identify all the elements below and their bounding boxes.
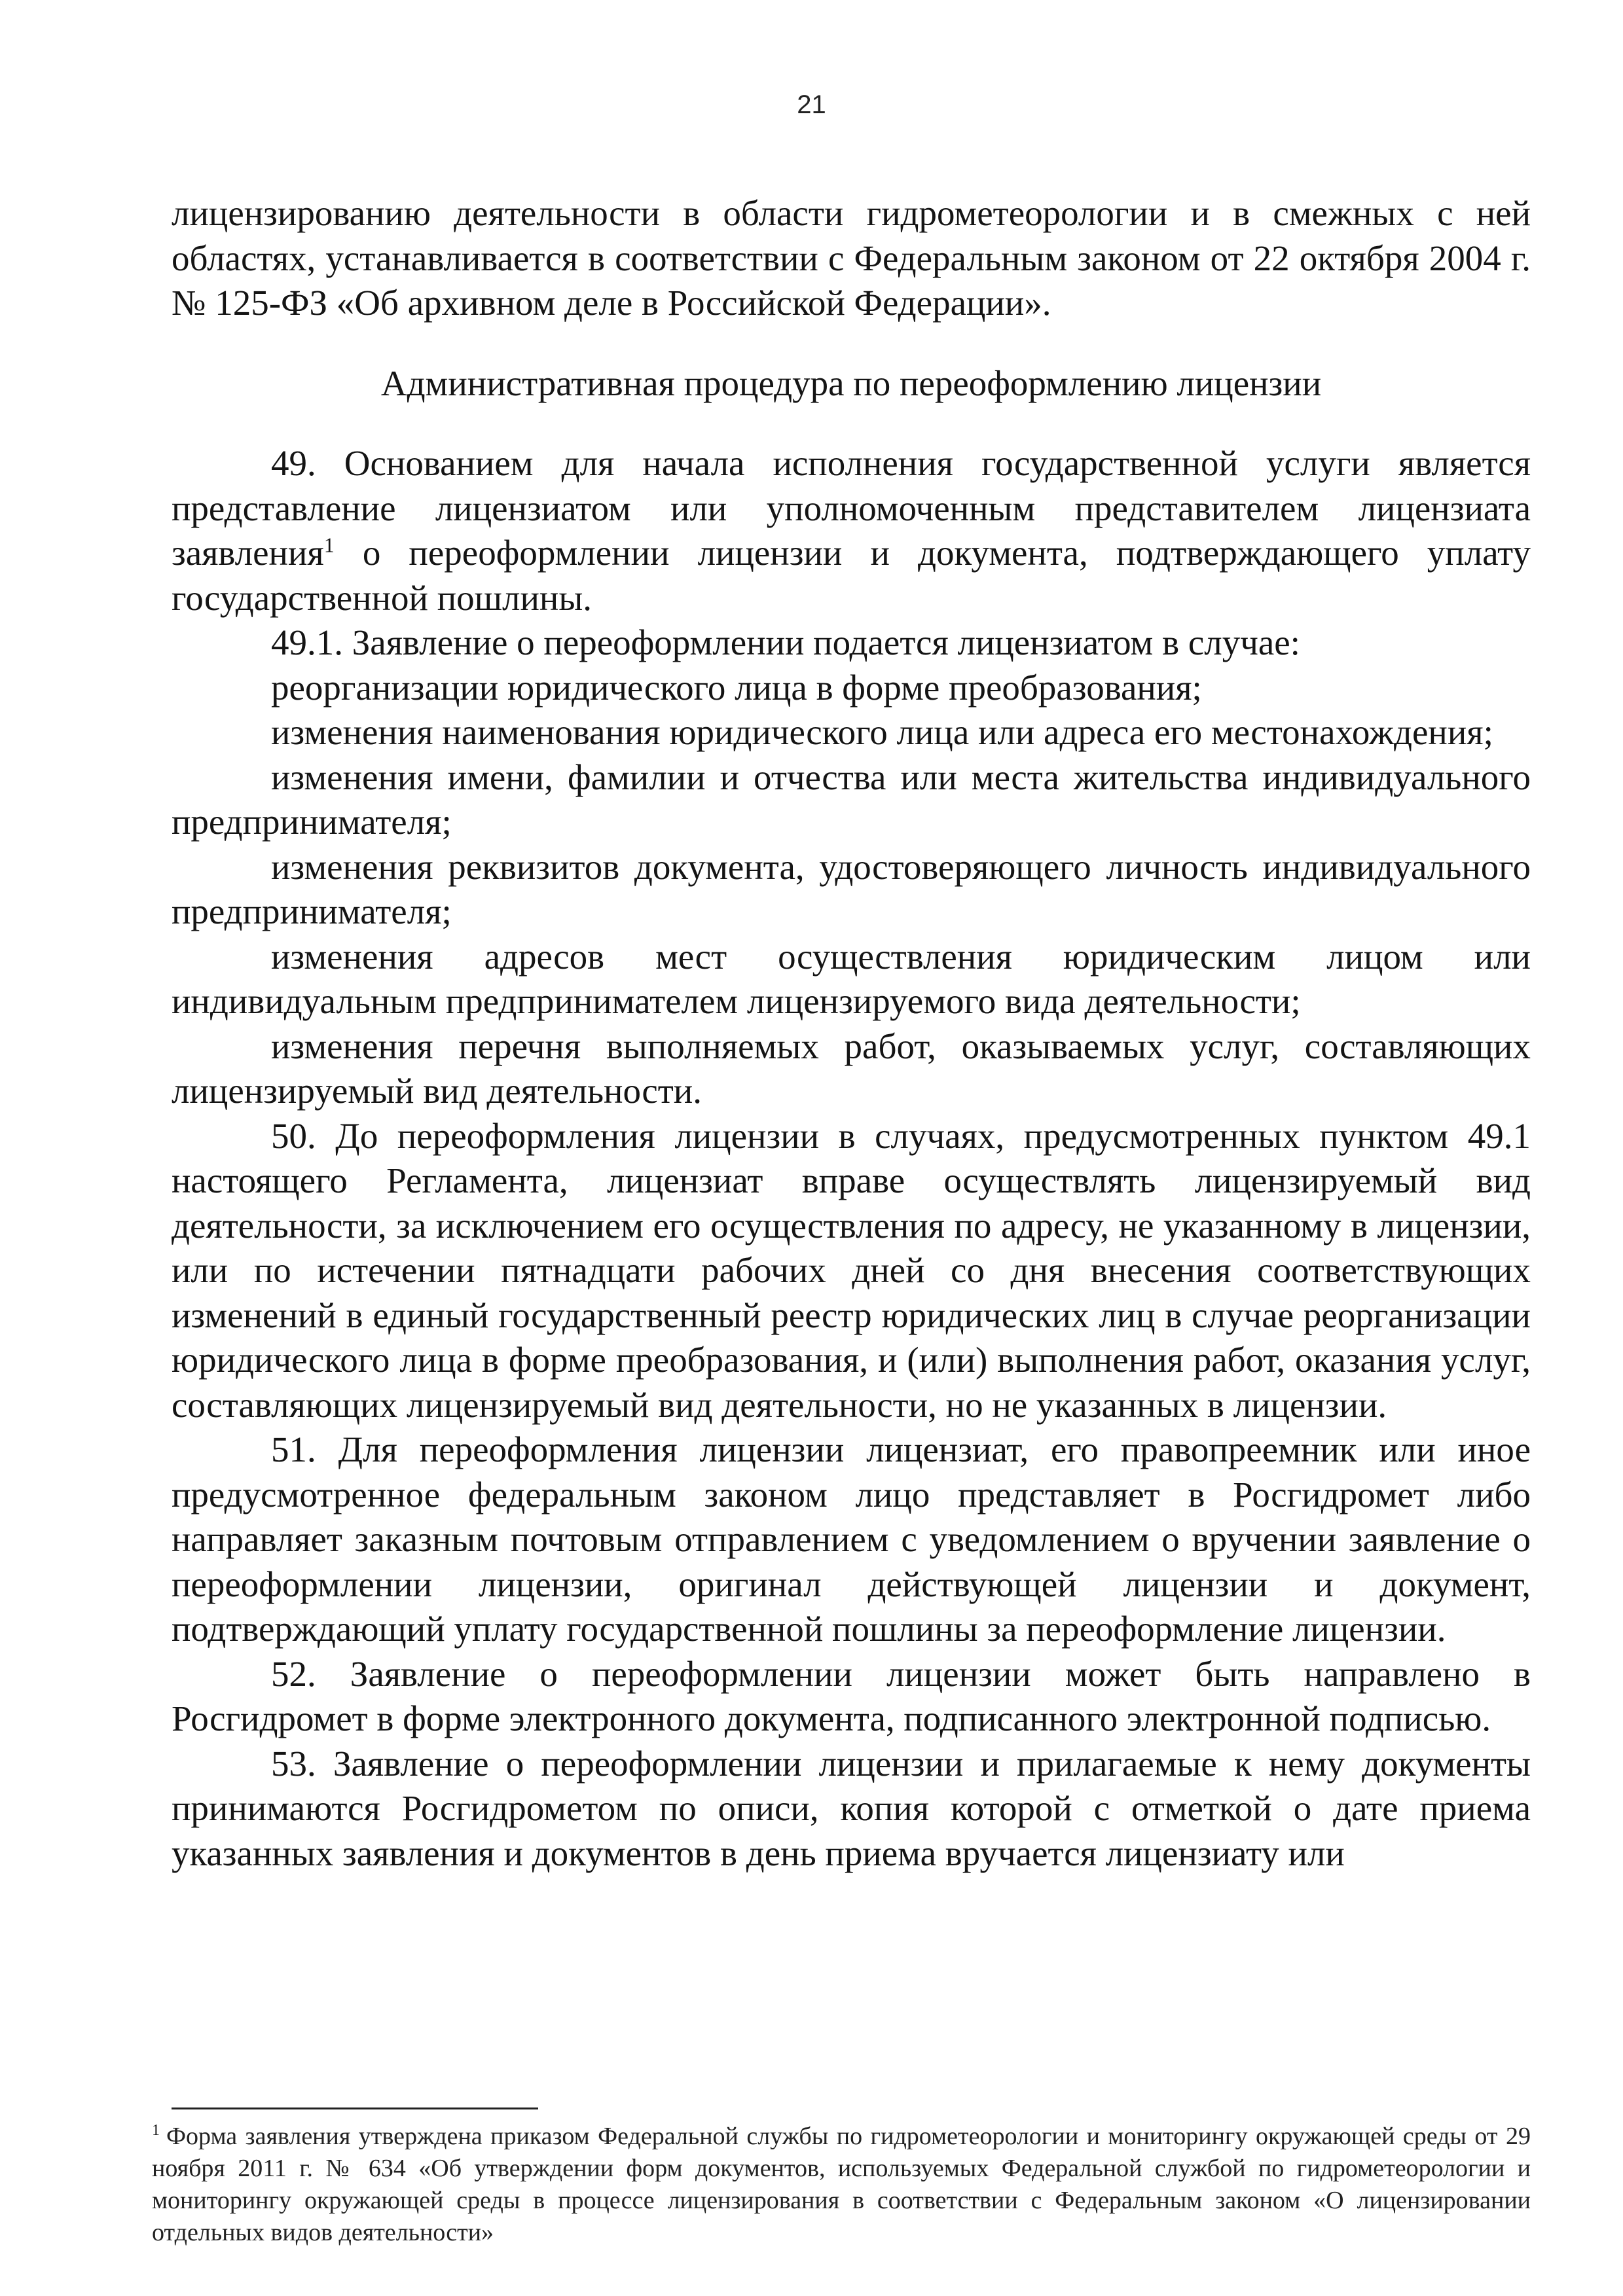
footnote-reference-mark: 1 (323, 533, 335, 557)
case-item: реорганизации юридического лица в форме преобразования; (271, 667, 1202, 708)
paragraph-49-1: 49.1. Заявление о переоформлении подается лицензиатом в случае: (271, 622, 1300, 662)
footnote-text: Форма заявления утверждена приказом Федеральной службы по гидрометеорологии и мониторингу окружающей среды от 29 ноября 2011 г. № 634 «Об утверждении форм документов, используемых Федеральной службой по гидрометеорологии и мониторингу окружающей среды в процессе лицензирования в соответствии с Федеральным законом «О лицензировании отдельных видов деятельности» (152, 2123, 1531, 2246)
paragraph-49-text-end: о переоформлении лицензии и документа, подтверждающего уплату государственной пошлины. (172, 533, 1531, 618)
paragraph-49 (172, 441, 1531, 620)
case-item: изменения наименования юридического лица или адреса его местонахождения; (271, 712, 1493, 752)
footnote (152, 2121, 1531, 2249)
case-item: изменения перечня выполняемых работ, оказываемых услуг, составляющих лицензируемый вид деятельности. (172, 1026, 1531, 1111)
paragraph-50: 50. До переоформления лицензии в случаях, предусмотренных пунктом 49.1 настоящего Регламента, лицензиат вправе осуществлять лицензируемый вид деятельности, за исключением его осуществления по адресу, не указанному в лицензии, или по истечении пятнадцати рабочих дней со дня внесения соответствующих изменений в единый государственный реестр юридических лиц в случае реорганизации юридического лица в форме преобразования, и (или) выполнения работ, оказания услуг, составляющих лицензируемый вид деятельности, но не указанных в лицензии. (172, 1115, 1531, 1425)
paragraph-53: 53. Заявление о переоформлении лицензии и прилагаемые к нему документы принимаются Росгидрометом по описи, копия которой с отметкой о дате приема указанных заявления и документов в день приема вручается лицензиату или (172, 1743, 1531, 1873)
case-item: изменения адресов мест осуществления юридическим лицом или индивидуальным предпринимателем лицензируемого вида деятельности; (172, 936, 1531, 1021)
page-number: 21 (797, 90, 826, 119)
paragraph-51: 51. Для переоформления лицензии лицензиат, его правопреемник или иное предусмотренное федеральным законом лицо представляет в Росгидромет либо направляет заказным почтовым отправлением с уведомлением о вручении заявление о переоформлении лицензии, оригинал действующей лицензии и документ, подтверждающий уплату государственной пошлины за переоформление лицензии. (172, 1429, 1531, 1649)
footnote-mark: 1 (152, 2122, 160, 2140)
paragraph-continuation: лицензированию деятельности в области гидрометеорологии и в смежных с ней областях, устанавливается в соответствии с Федеральным законом от 22 октября 2004 г. № 125-ФЗ «Об архивном деле в Российской Федерации». (172, 193, 1531, 323)
footnote-divider (172, 2108, 538, 2109)
case-item: изменения имени, фамилии и отчества или места жительства индивидуального предпринимателя; (172, 757, 1531, 842)
paragraph-49-text-start: 49. Основанием для начала исполнения государственной услуги является представление лицензиатом или уполномоченным представителем лицензиата заявления (172, 443, 1531, 573)
section-heading: Административная процедура по переоформлению лицензии (380, 363, 1322, 403)
paragraph-52: 52. Заявление о переоформлении лицензии может быть направлено в Росгидромет в форме электронного документа, подписанного электронной подписью. (172, 1653, 1531, 1738)
body-text (172, 191, 1531, 1876)
case-item: изменения реквизитов документа, удостоверяющего личность индивидуального предпринимателя; (172, 846, 1531, 931)
